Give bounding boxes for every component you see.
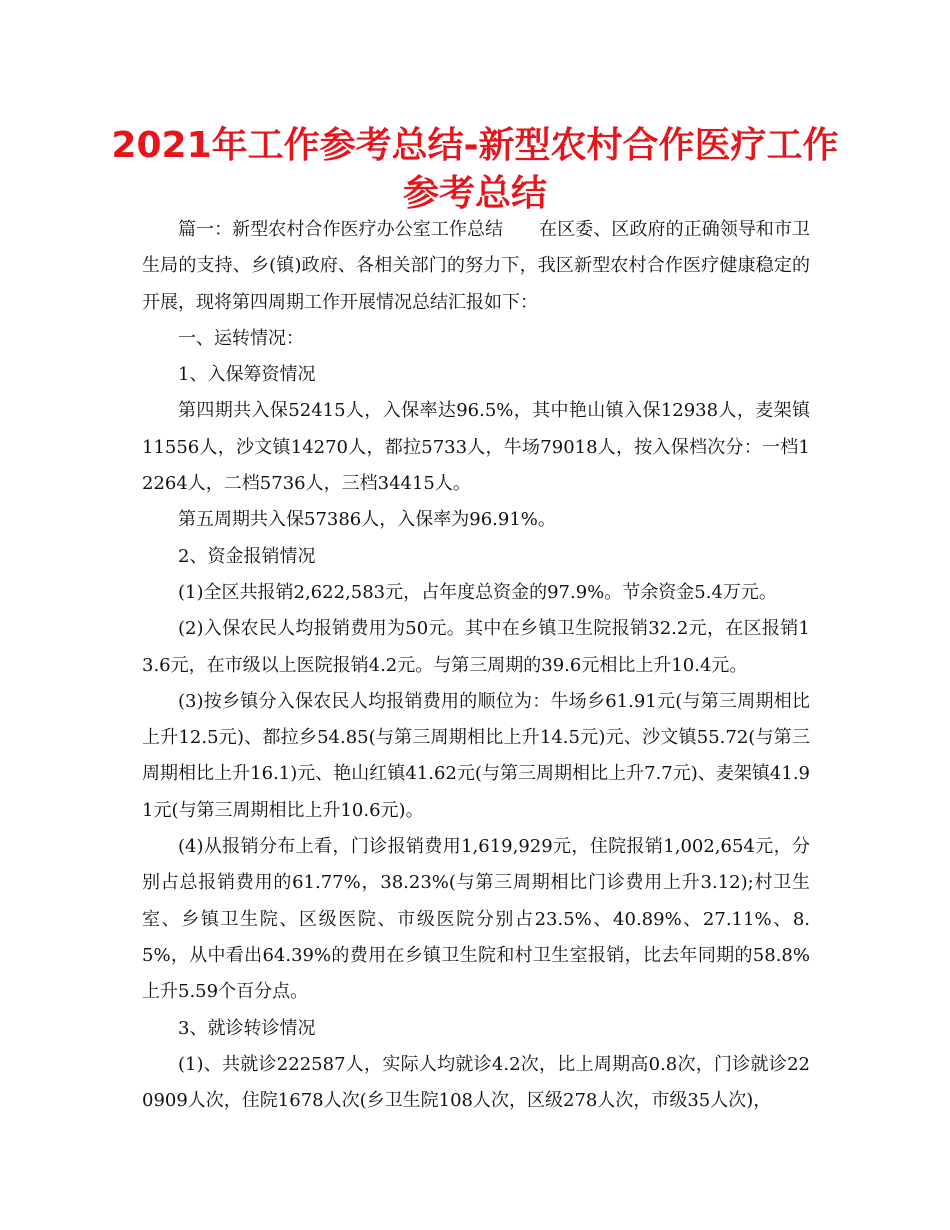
reimbursement-item-2: (2)入保农民人均报销费用为50元。其中在乡镇卫生院报销32.2元，在区报销13.6元，在市级以上医院报销4.2元。与第三周期的39.6元相比上升10.4元。 xyxy=(142,618,810,676)
reimbursement-item-3: (3)按乡镇分入保农民人均报销费用的顺位为：牛场乡61.91元(与第三周期相比上升12.5元)、都拉乡54.85(与第三周期相比上升14.5元)元、沙文镇55.72(与第三周期相比上升16.1)元、艳山红镇41.62元(与第三周期相比上升7.7元)、麦架镇41.91元(与第三周期相比上升10.6元)。 xyxy=(142,690,810,821)
visits-item-1: (1)、共就诊222587人，实际人均就诊4.2次，比上周期高0.8次，门诊就诊220909人次，住院1678人次(乡卫生院108人次，区级278人次，市级35人次)， xyxy=(142,1053,810,1112)
subsection-heading-reimbursement: 2、资金报销情况 xyxy=(178,545,316,567)
enrollment-period4-paragraph: 第四期共入保52415人，入保率达96.5%，其中艳山镇入保12938人，麦架镇11556人，沙文镇14270人，都拉5733人，牛场79018人，按入保档次分：一档12264人，二档5736人，三档34415人。 xyxy=(142,400,810,495)
reimbursement-item-1: (1)全区共报销2,622,583元，占年度总资金的97.9%。节余资金5.4万元。 xyxy=(178,581,777,603)
subsection-heading-enrollment: 1、入保筹资情况 xyxy=(178,364,316,386)
enrollment-period5-paragraph: 第五周期共入保57386人，入保率为96.91%。 xyxy=(178,509,556,531)
section-heading-operation: 一、运转情况： xyxy=(178,327,304,349)
subsection-heading-visits: 3、就诊转诊情况 xyxy=(178,1017,316,1039)
reimbursement-item-4: (4)从报销分布上看，门诊报销费用1,619,929元，住院报销1,002,654元，分别占总报销费用的61.77%，38.23%(与第三周期相比门诊费用上升3.12);村卫生室、乡镇卫生院、区级医院、市级医院分别占23.5%、40.89%、27.11%、8.5%，从中看出64.39%的费用在乡镇卫生院和村卫生室报销，比去年同期的58.8%上升5.59个百分点。 xyxy=(142,836,810,1003)
document-body xyxy=(142,212,810,1119)
document-title: 2021年工作参考总结-新型农村合作医疗工作参考总结 xyxy=(111,125,839,214)
intro-paragraph: 篇一：新型农村合作医疗办公室工作总结 在区委、区政府的正确领导和市卫生局的支持、乡(镇)政府、各相关部门的努力下，我区新型农村合作医疗健康稳定的开展，现将第四周期工作开展情况总结汇报如下： xyxy=(142,219,810,313)
